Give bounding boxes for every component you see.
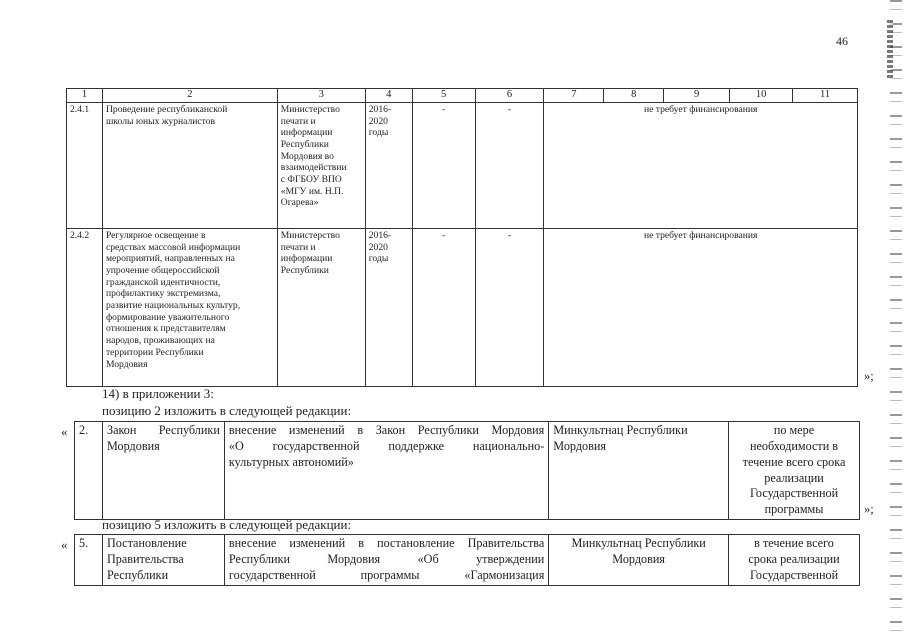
row-number: 5.: [75, 535, 103, 586]
content: внесение изменений в постановление Правительства Республики Мордовия «Об утверждении государственной программы «Гармонизация: [224, 535, 548, 586]
paragraph-position-2: позицию 2 изложить в следующей редакции:: [102, 403, 352, 418]
term: по мере необходимости в течение всего срока реализации Государственной программы: [729, 422, 860, 520]
col-header: 8: [604, 89, 664, 103]
executor: Министерство печати и информации Республики: [277, 228, 365, 386]
col-header: 3: [277, 89, 365, 103]
executor: Минкультнац Республики Мордовия: [549, 422, 729, 520]
document-type: Постановление Правительства Республики: [102, 535, 224, 586]
closing-quote: »;: [864, 369, 874, 383]
col-header: 10: [730, 89, 793, 103]
table-row: [67, 228, 858, 386]
table-row: [75, 422, 860, 520]
period: 2016- 2020 годы: [365, 102, 412, 228]
cell-dash: -: [475, 102, 544, 228]
col-header: 5: [412, 89, 475, 103]
opening-quote: «: [61, 537, 68, 552]
measure-name: Регулярное освещение в средствах массовой информации мероприятий, направленных на упрочение общероссийской гражданской идентичности, профилактику экстремизма, развитие национальных культур, формирование уважительного отношения к представителям народов, проживающих на территории Республики Мордовия: [102, 228, 277, 386]
position-2-table: [74, 421, 860, 520]
closing-quote: »;: [864, 502, 874, 516]
col-header: 7: [544, 89, 604, 103]
col-header: 11: [793, 89, 858, 103]
cell-dash: -: [475, 228, 544, 386]
opening-quote: «: [61, 424, 68, 439]
table-row: [67, 102, 858, 228]
funding-note: не требует финансирования: [544, 228, 858, 386]
document-type: Закон Республики Мордовия: [102, 422, 224, 520]
col-header: 9: [664, 89, 730, 103]
period: 2016- 2020 годы: [365, 228, 412, 386]
paragraph-position-5: позицию 5 изложить в следующей редакции:: [102, 517, 352, 532]
content: внесение изменений в Закон Республики Мордовия «О государственной поддержке национально- культурных автономий»: [224, 422, 548, 520]
funding-note: не требует финансирования: [544, 102, 858, 228]
cell-dash: -: [412, 102, 475, 228]
row-number: 2.: [75, 422, 103, 520]
col-header: 2: [102, 89, 277, 103]
row-number: 2.4.2: [67, 228, 103, 386]
cell-dash: -: [412, 228, 475, 386]
table-row: [75, 535, 860, 586]
table-header-row: [67, 89, 858, 103]
measure-name: Проведение республиканской школы юных журналистов: [102, 102, 277, 228]
scan-edge-noise: [890, 0, 902, 640]
scan-edge-noise-top: [887, 20, 893, 80]
term: в течение всего срока реализации Государственной: [729, 535, 860, 586]
executor: Министерство печати и информации Республики Мордовия во взаимодействии с ФГБОУ ВПО «МГУ им. Н.П. Огарева»: [277, 102, 365, 228]
paragraph-14: 14) в приложении 3:: [102, 386, 214, 401]
position-5-table: [74, 534, 860, 586]
executor: Минкультнац Республики Мордовия: [549, 535, 729, 586]
measures-table: [66, 88, 858, 387]
row-number: 2.4.1: [67, 102, 103, 228]
col-header: 6: [475, 89, 544, 103]
page-number: 46: [836, 34, 848, 48]
col-header: 4: [365, 89, 412, 103]
col-header: 1: [67, 89, 103, 103]
